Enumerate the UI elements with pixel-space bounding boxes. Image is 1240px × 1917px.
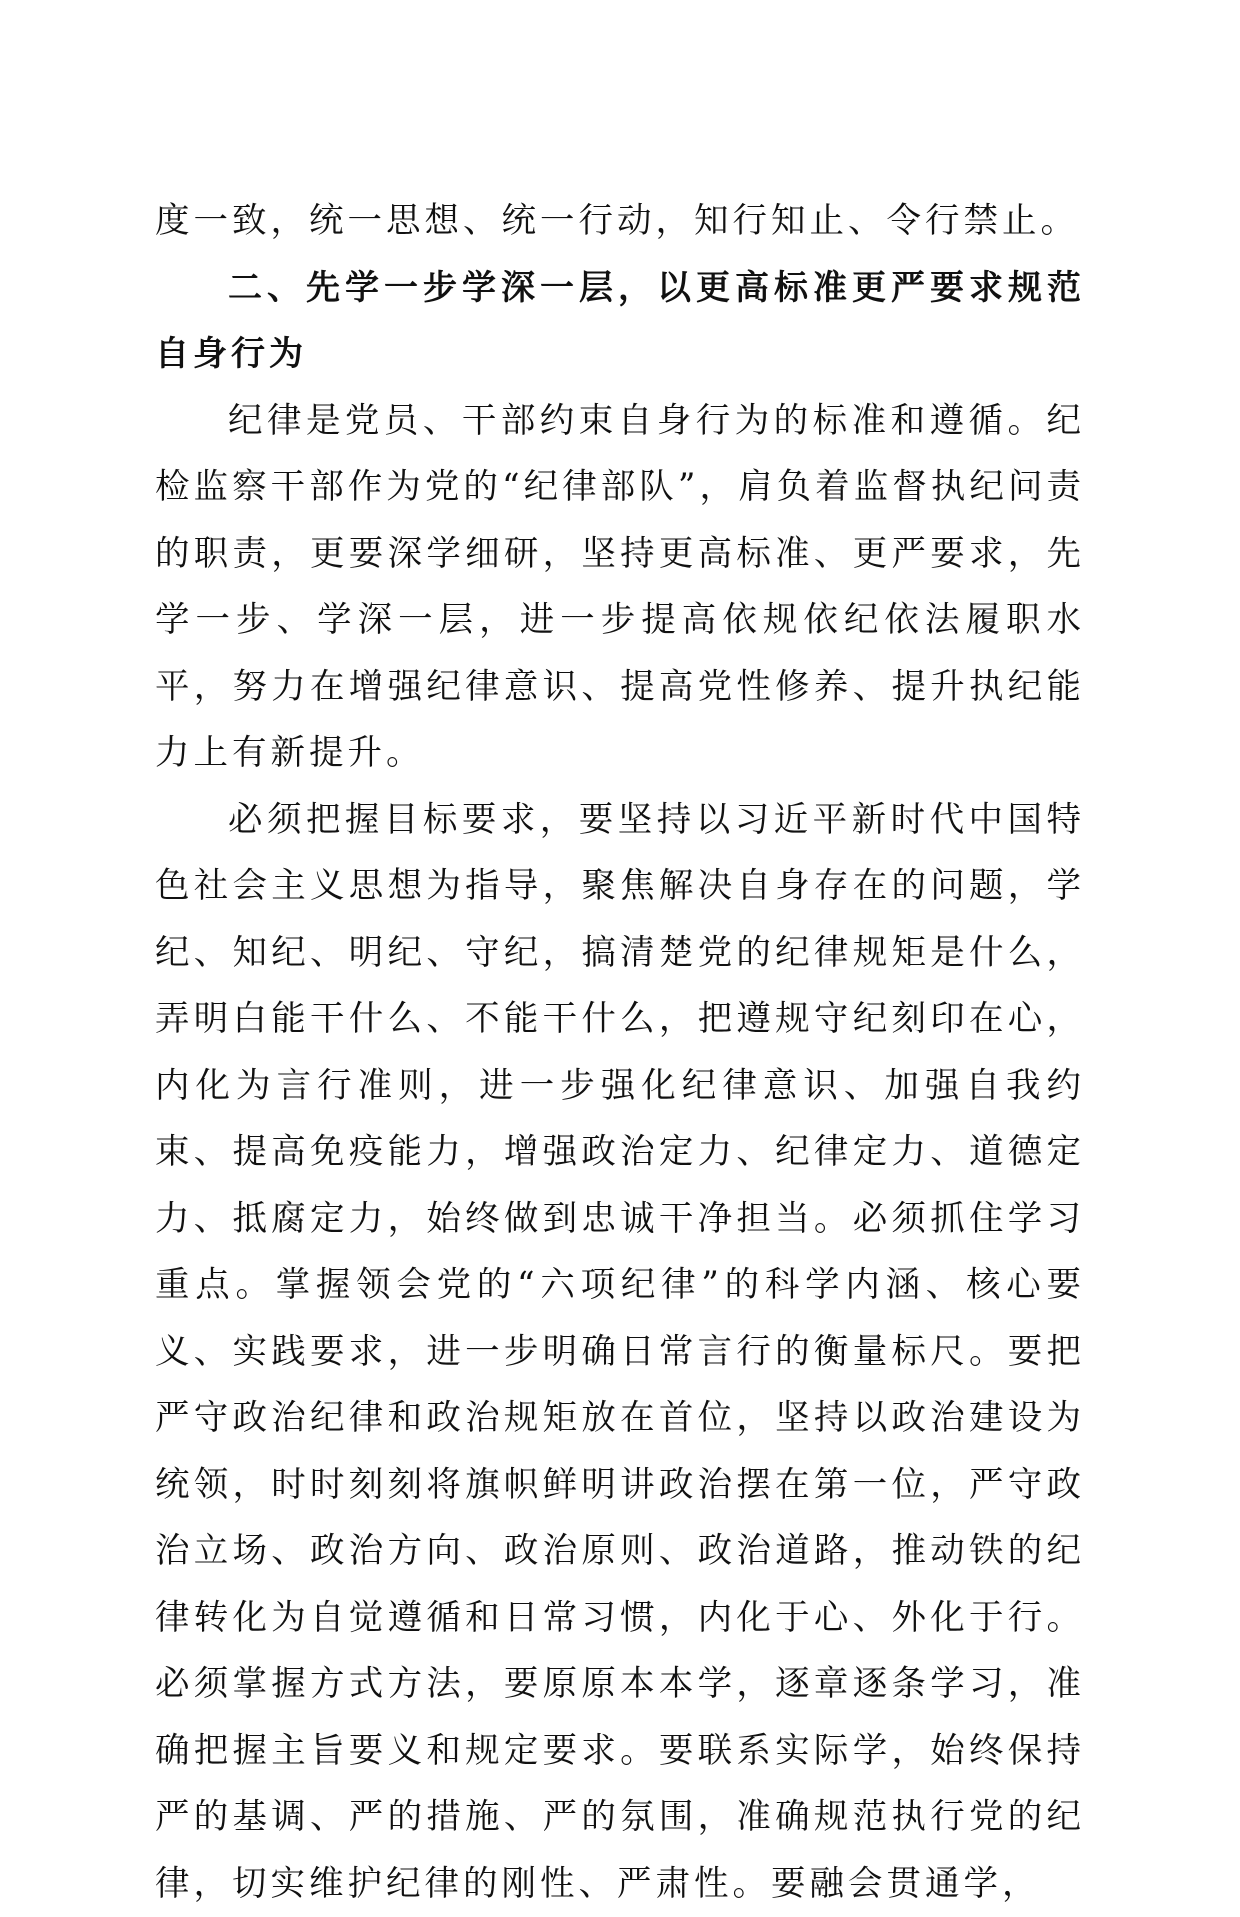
paragraph-discipline-intro: 纪律是党员、干部约束自身行为的标准和遵循。纪检监察干部作为党的“纪律部队”，肩负着监督执纪问责的职责，更要深学细研，坚持更高标准、更严要求，先学一步、学深一层，进一步提高依规依纪依法履职水平，努力在增强纪律意识、提高党性修养、提升执纪能力上有新提升。 xyxy=(155,388,1085,787)
paragraph-continuation: 度一致，统一思想、统一行动，知行知止、令行禁止。 xyxy=(155,188,1085,255)
document-body xyxy=(155,188,1085,1917)
section-heading: 二、先学一步学深一层，以更高标准更严要求规范自身行为 xyxy=(155,255,1085,388)
paragraph-goals-requirements: 必须把握目标要求，要坚持以习近平新时代中国特色社会主义思想为指导，聚焦解决自身存在的问题，学纪、知纪、明纪、守纪，搞清楚党的纪律规矩是什么，弄明白能干什么、不能干什么，把遵规守纪刻印在心，内化为言行准则，进一步强化纪律意识、加强自我约束、提高免疫能力，增强政治定力、纪律定力、道德定力、抵腐定力，始终做到忠诚干净担当。必须抓住学习重点。掌握领会党的“六项纪律”的科学内涵、核心要义、实践要求，进一步明确日常言行的衡量标尺。要把严守政治纪律和政治规矩放在首位，坚持以政治建设为统领，时时刻刻将旗帜鲜明讲政治摆在第一位，严守政治立场、政治方向、政治原则、政治道路，推动铁的纪律转化为自觉遵循和日常习惯，内化于心、外化于行。必须掌握方式方法，要原原本本学，逐章逐条学习，准确把握主旨要义和规定要求。要联系实际学，始终保持严的基调、严的措施、严的氛围，准确规范执行党的纪律，切实维护纪律的刚性、严肃性。要融会贯通学， xyxy=(155,787,1085,1917)
